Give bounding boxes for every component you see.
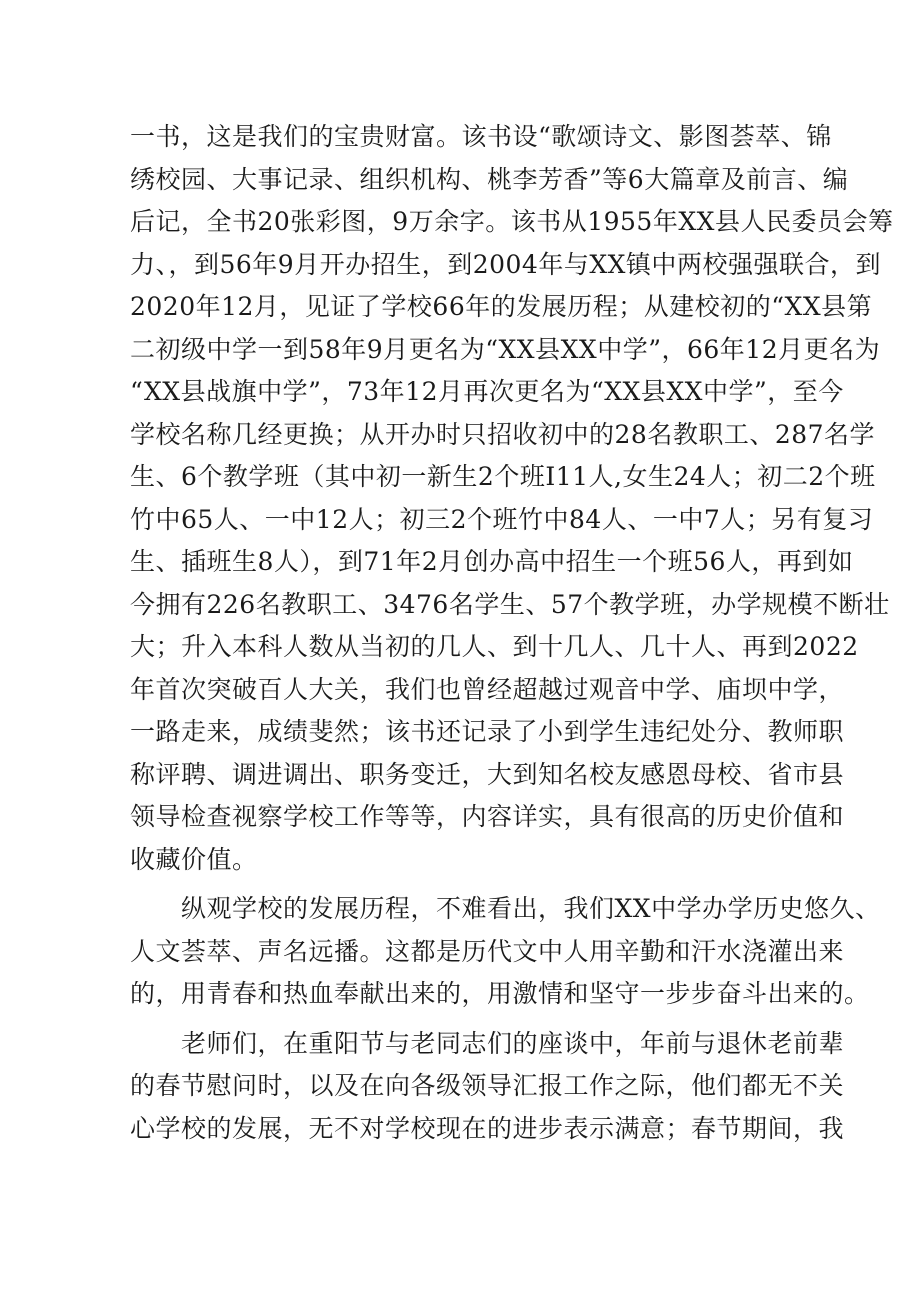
text-line: 二初级中学一到58年9月更名为“XX县XX中学”，66年12月更名为 — [130, 334, 881, 364]
paragraph-3 — [130, 1023, 845, 1151]
text-line: 纵观学校的发展历程，不难看出，我们XX中学办学历史悠久、 — [181, 894, 881, 923]
text-line: 称评聘、调进调出、职务变迁，大到知名校友感恩母校、省市县 — [130, 759, 845, 789]
text-line: 后记，全书20张彩图，9万余字。该书从1955年XX县人民委员会筹 — [130, 207, 894, 236]
text-line: 的，用青春和热血奉献出来的，用激情和坚守一步步奋斗出来的。 — [130, 979, 870, 1008]
paragraph-1 — [130, 116, 894, 881]
text-line: 力、，到56年9月开办招生，到2004年与XX镇中两校强强联合，到 — [130, 249, 881, 279]
text-line: 生、6个教学班（其中初一新生2个班I11人,女生24人；初二2个班 — [130, 462, 876, 491]
text-line: 的春节慰问时，以及在向各级领导汇报工作之际，他们都无不关 — [130, 1071, 845, 1100]
paragraph-spacer — [130, 1016, 794, 1023]
paragraph-spacer — [130, 881, 794, 888]
text-line: 一路走来，成绩斐然；该书还记录了小到学生违纪处分、教师职 — [130, 717, 845, 746]
paragraph-2 — [130, 888, 881, 1016]
text-line: 大；升入本科人数从当初的几人、到十几人、几十人、再到2022 — [130, 632, 859, 661]
text-line: 领导检查视察学校工作等等，内容详实，具有很高的历史价值和 — [130, 802, 845, 831]
text-line: 生、插班生8人），到71年2月创办高中招生一个班56人，再到如 — [130, 547, 854, 576]
text-line: 一书，这是我们的宝贵财富。该书设“歌颂诗文、影图荟萃、锦 — [130, 122, 832, 151]
text-line: 今拥有226名教职工、3476名学生、57个教学班，办学规模不断壮 — [130, 589, 890, 619]
text-line: 学校名称几经更换；从开办时只招收初中的28名教职工、287名学 — [130, 419, 876, 449]
text-line: “XX县战旗中学”，73年12月再次更名为“XX县XX中学”，至今 — [130, 377, 844, 406]
text-line: 心学校的发展，无不对学校现在的进步表示满意；春节期间，我 — [130, 1113, 845, 1143]
document-body — [130, 116, 894, 1150]
text-line: 竹中65人、一中12人；初三2个班竹中84人、一中7人；另有复习 — [130, 504, 874, 534]
text-line: 老师们，在重阳节与老同志们的座谈中，年前与退休老前辈 — [181, 1028, 845, 1058]
text-line: 年首次突破百人大关，我们也曾经超越过观音中学、庙坝中学， — [130, 674, 845, 704]
text-line: 收藏价值。 — [130, 844, 258, 874]
text-line: 人文荟萃、声名远播。这都是历代文中人用辛勤和汗水浇灌出来 — [130, 936, 845, 966]
text-line: 绣校园、大事记录、组织机构、桃李芳香”等6大篇章及前言、编 — [130, 164, 849, 194]
text-line: 2020年12月，见证了学校66年的发展历程；从建校初的“XX县第 — [130, 292, 873, 321]
